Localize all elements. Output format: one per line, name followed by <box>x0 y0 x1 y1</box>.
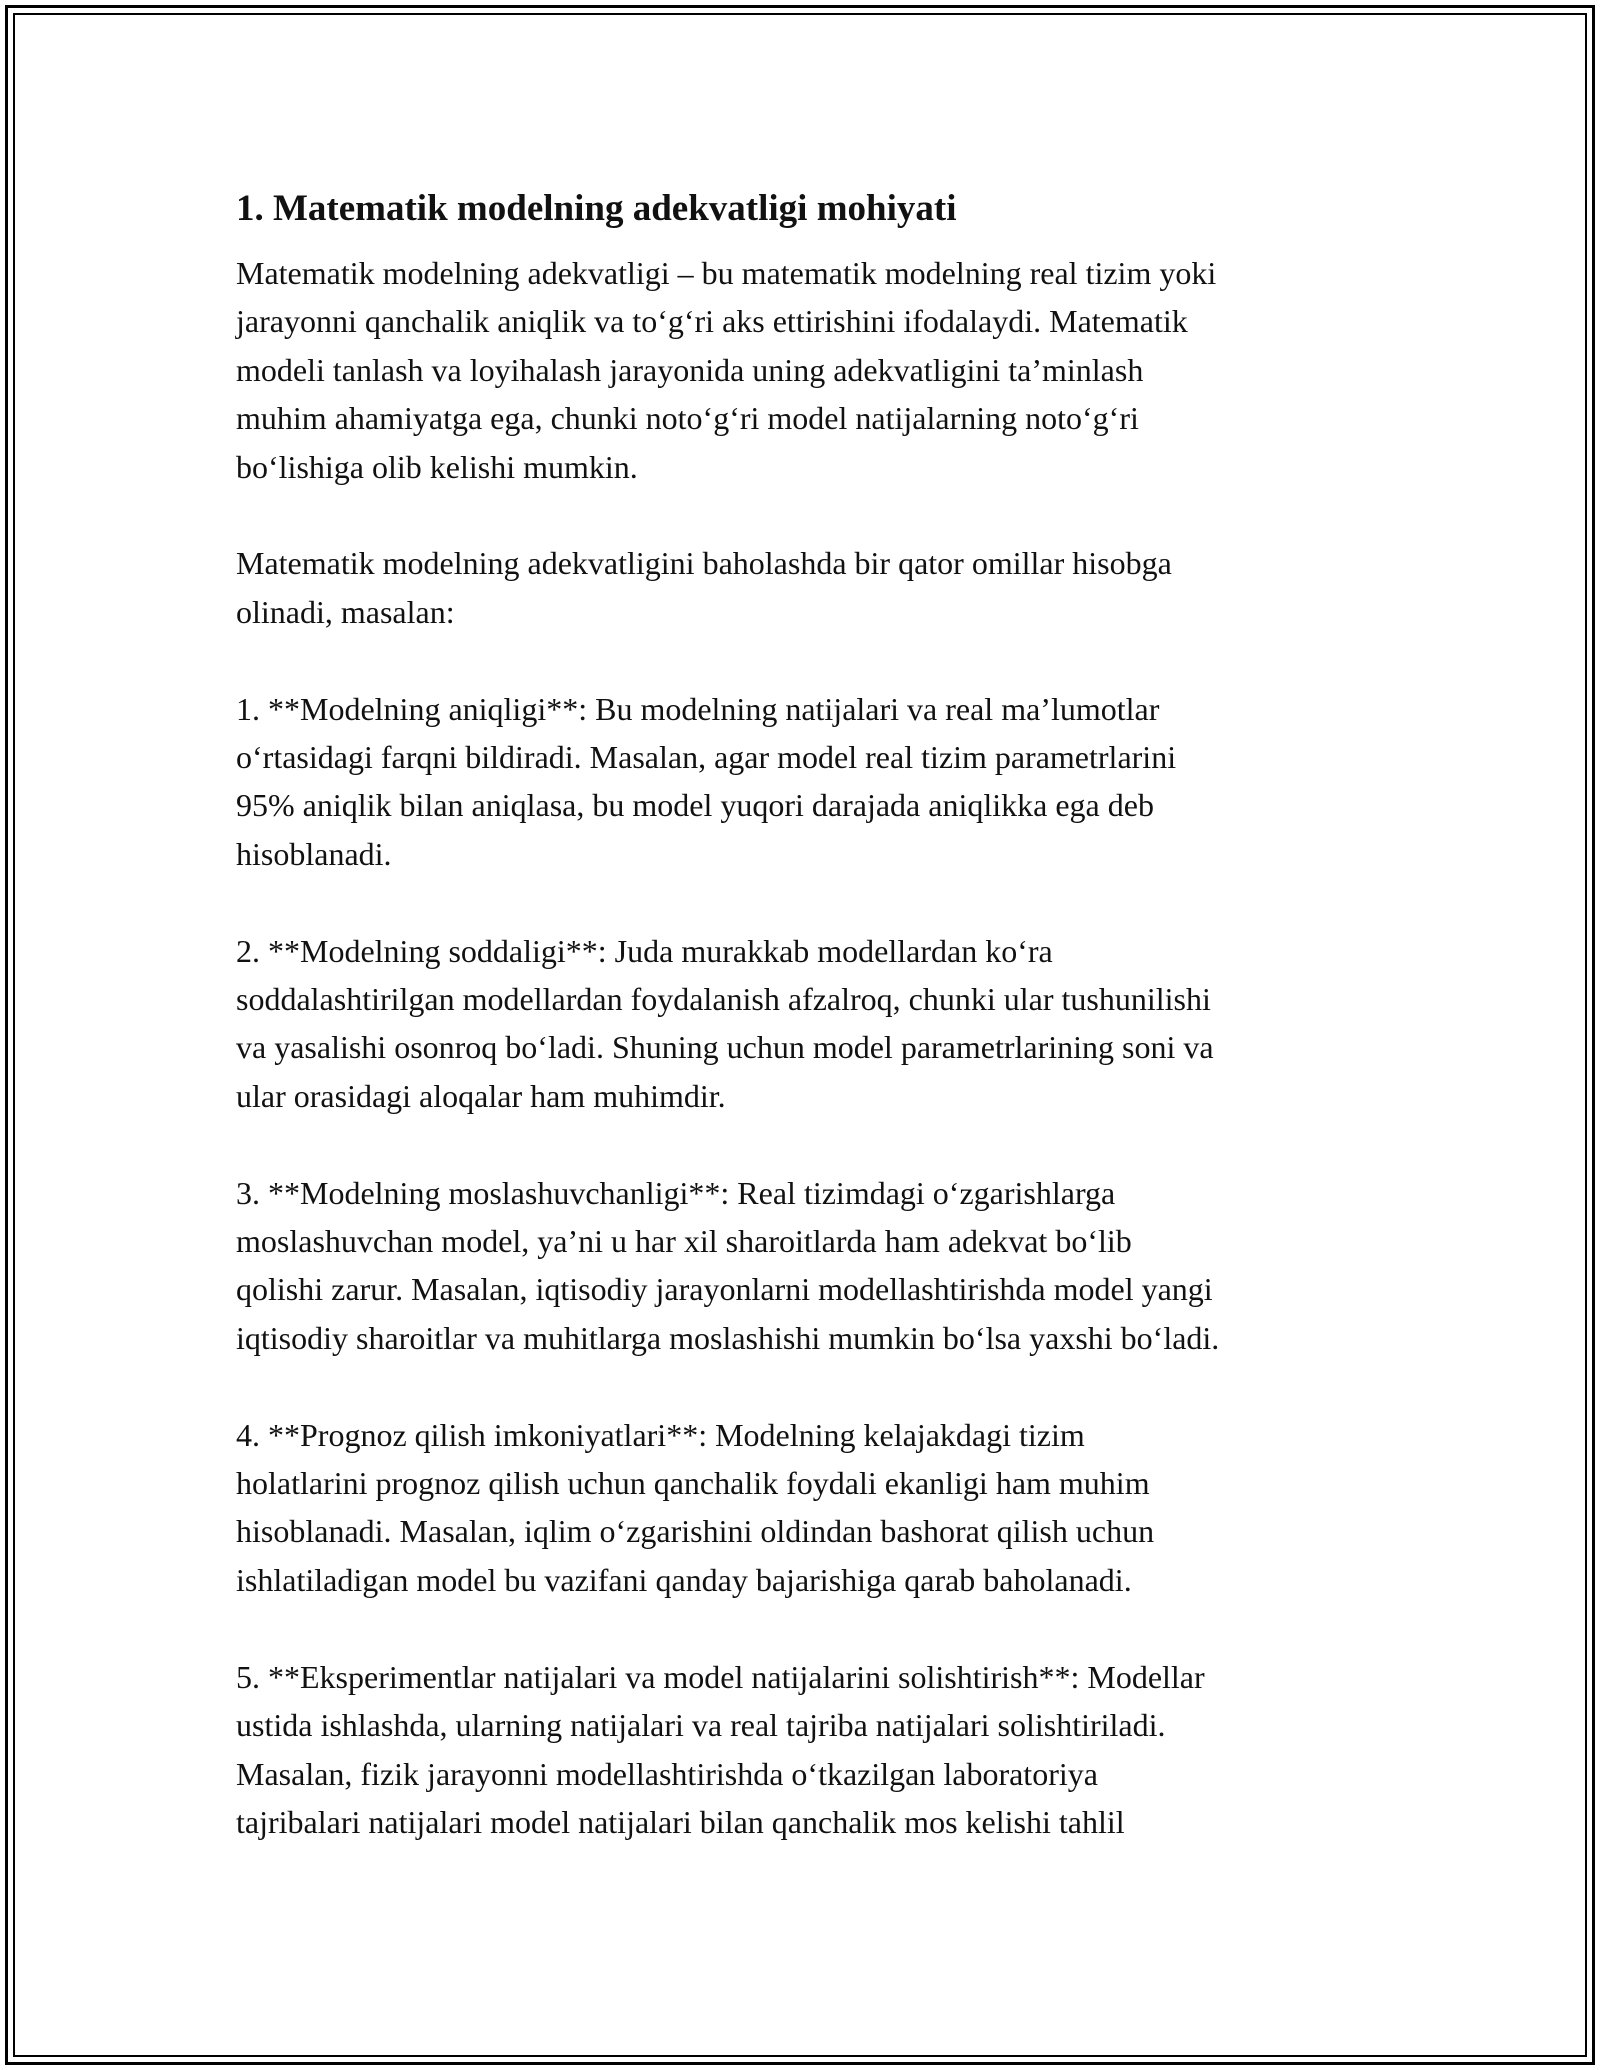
text-line: ishlatiladigan model bu vazifani qanday bajarishiga qarab baholanadi. <box>236 1561 1132 1598</box>
paragraph <box>236 249 1376 491</box>
document-body <box>236 185 1376 1895</box>
text-line: iqtisodiy sharoitlar va muhitlarga moslashishi mumkin bo‘lsa yaxshi bo‘ladi. <box>236 1319 1220 1356</box>
text-line: qolishi zarur. Masalan, iqtisodiy jarayonlarni modellashtirishda model yangi <box>236 1271 1213 1308</box>
text-line: modeli tanlash va loyihalash jarayonida uning adekvatligini ta’minlash <box>236 351 1144 388</box>
paragraph <box>236 539 1376 636</box>
paragraph <box>236 1169 1376 1363</box>
text-line: ular orasidagi aloqalar ham muhimdir. <box>236 1077 726 1114</box>
text-line: 3. **Modelning moslashuvchanligi**: Real tizimdagi o‘zgarishlarga <box>236 1174 1116 1211</box>
text-line: muhim ahamiyatga ega, chunki noto‘g‘ri model natijalarning noto‘g‘ri <box>236 400 1139 437</box>
text-line: o‘rtasidagi farqni bildiradi. Masalan, agar model real tizim parametrlarini <box>236 739 1177 776</box>
text-line: tajribalari natijalari model natijalari bilan qanchalik mos kelishi tahlil <box>236 1803 1125 1840</box>
text-line: va yasalishi osonroq bo‘ladi. Shuning uchun model parametrlarining soni va <box>236 1029 1214 1066</box>
text-line: Masalan, fizik jarayonni modellashtirishda o‘tkazilgan laboratoriya <box>236 1755 1098 1792</box>
text-line: 1. **Modelning aniqligi**: Bu modelning natijalari va real ma’lumotlar <box>236 690 1160 727</box>
text-line: 2. **Modelning soddaligi**: Juda murakkab modellardan ko‘ra <box>236 932 1053 969</box>
paragraph-list <box>236 249 1376 1846</box>
text-line: ustida ishlashda, ularning natijalari va real tajriba natijalari solishtiriladi. <box>236 1707 1166 1744</box>
text-line: jarayonni qanchalik aniqlik va to‘g‘ri aks ettirishini ifodalaydi. Matematik <box>236 303 1188 340</box>
text-line: hisoblanadi. <box>236 835 392 872</box>
paragraph <box>236 927 1376 1121</box>
text-line: 95% aniqlik bilan aniqlasa, bu model yuqori darajada aniqlikka ega deb <box>236 787 1154 824</box>
text-line: holatlarini prognoz qilish uchun qanchalik foydali ekanligi ham muhim <box>236 1465 1150 1502</box>
text-line: soddalashtirilgan modellardan foydalanish afzalroq, chunki ular tushunilishi <box>236 981 1211 1018</box>
text-line: Matematik modelning adekvatligini baholashda bir qator omillar hisobga <box>236 545 1172 582</box>
paragraph <box>236 685 1376 879</box>
text-line: moslashuvchan model, ya’ni u har xil sharoitlarda ham adekvat bo‘lib <box>236 1223 1132 1260</box>
text-line: bo‘lishiga olib kelishi mumkin. <box>236 448 638 485</box>
text-line: olinadi, masalan: <box>236 593 455 630</box>
text-line: 4. **Prognoz qilish imkoniyatlari**: Modelning kelajakdagi tizim <box>236 1416 1085 1453</box>
paragraph <box>236 1653 1376 1847</box>
paragraph <box>236 1411 1376 1605</box>
text-line: 5. **Eksperimentlar natijalari va model natijalarini solishtirish**: Modellar <box>236 1658 1205 1695</box>
text-line: hisoblanadi. Masalan, iqlim o‘zgarishini oldindan bashorat qilish uchun <box>236 1513 1155 1550</box>
section-heading: 1. Matematik modelning adekvatligi mohiyati <box>236 188 957 229</box>
text-line: Matematik modelning adekvatligi – bu matematik modelning real tizim yoki <box>236 255 1217 291</box>
